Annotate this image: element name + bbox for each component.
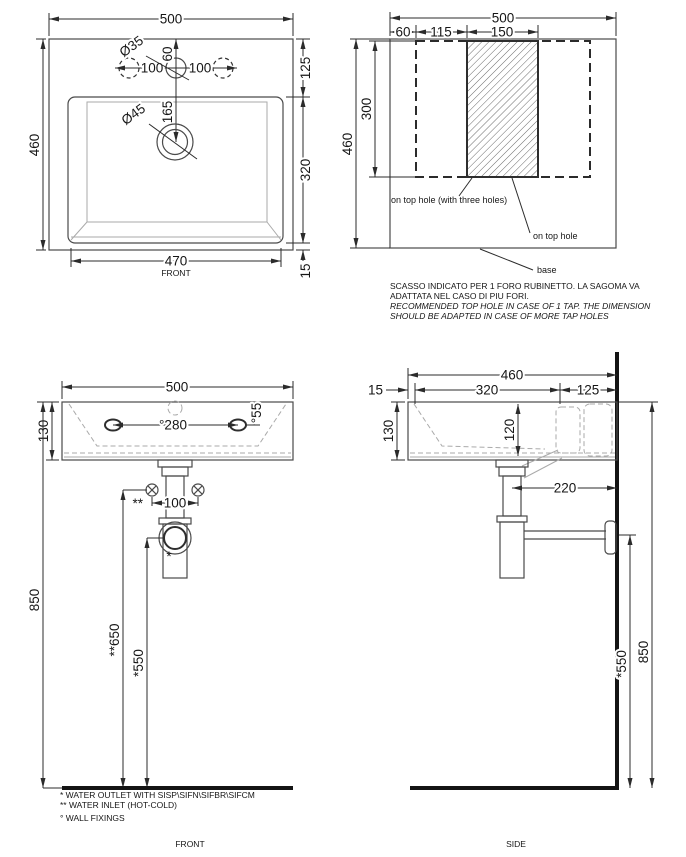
tap-deck-profile xyxy=(584,404,612,456)
dim-side-220: 220 xyxy=(553,480,577,496)
tap-hole-note xyxy=(390,281,651,321)
one-hole-cutout xyxy=(467,41,538,177)
dim-side-125: 125 xyxy=(576,382,600,398)
dim-base-460: 460 xyxy=(340,132,355,156)
dim-plan-125: 125 xyxy=(298,56,313,80)
dim-tap-dia: Ø35 xyxy=(116,32,147,60)
plan-view xyxy=(27,12,313,279)
wall-fixings xyxy=(105,402,264,433)
dim-side-130: 130 xyxy=(381,419,396,443)
dim-hole-spacing-left: 100 xyxy=(140,60,164,76)
base-callouts xyxy=(391,178,578,275)
dim-base-overall-depth xyxy=(340,39,390,248)
dim-side-850: 850 xyxy=(636,640,651,664)
dim-front-650: **650 xyxy=(107,623,122,657)
inlet-mark: ** xyxy=(132,496,143,511)
dim-side-rim-height xyxy=(381,402,405,460)
dim-side-120: 120 xyxy=(502,418,517,442)
plan-vertical-centerline-dims xyxy=(160,39,176,142)
dim-base-150: 150 xyxy=(490,24,514,40)
plan-view-label: FRONT xyxy=(161,268,191,278)
dim-side-320: 320 xyxy=(475,382,499,398)
dim-drain-dia: Ø45 xyxy=(118,100,149,128)
legend-water-outlet: * WATER OUTLET WITH SISP\SIFN\SIFBR\SIFCM xyxy=(60,790,255,800)
dim-plan-overall-width xyxy=(49,12,293,37)
dim-side-15: 15 xyxy=(367,382,383,398)
dim-tap-from-edge: 60 xyxy=(160,46,175,62)
dim-front-850: 850 xyxy=(27,588,42,612)
dim-fixing-offset: °55 xyxy=(249,402,264,424)
overflow-channel xyxy=(556,407,580,453)
drain-assembly-front xyxy=(132,460,204,578)
drain-assembly-side xyxy=(496,460,616,578)
water-inlet-left xyxy=(146,484,158,496)
dim-outlet-height-front xyxy=(131,538,163,788)
siphon-outlet xyxy=(164,527,186,549)
dim-inlet-spacing: 100 xyxy=(163,495,187,511)
wall-outlet-fitting xyxy=(605,521,616,554)
front-view-label: FRONT xyxy=(175,839,205,849)
dim-drain-from-tap: 165 xyxy=(160,100,175,124)
dim-plan-right-stack xyxy=(286,39,313,279)
dim-front-mount-height xyxy=(27,402,43,788)
dim-side-mount-height xyxy=(619,402,658,788)
dim-side-top-segments xyxy=(368,383,617,405)
base-view xyxy=(340,11,651,322)
label-one-hole: on top hole xyxy=(533,231,578,241)
dim-outlet-to-wall xyxy=(512,481,617,496)
siphon-bottle-side xyxy=(500,522,524,578)
dim-base-top-segments xyxy=(390,25,538,40)
dim-plan-15: 15 xyxy=(298,263,313,279)
legend-wall-fixings: ° WALL FIXINGS xyxy=(60,813,125,823)
plan-body-outline xyxy=(49,39,293,250)
note-line-3: RECOMMENDED TOP HOLE IN CASE OF 1 TAP. THE DIMENSION xyxy=(390,301,651,311)
dim-front-550: *550 xyxy=(131,649,146,677)
note-line-4: SHOULD BE ADAPTED IN CASE OF MORE TAP HOLES xyxy=(390,311,609,321)
legend xyxy=(60,790,255,823)
side-elevation xyxy=(368,352,658,849)
water-inlet-right xyxy=(192,484,204,496)
dim-side-460: 460 xyxy=(500,367,524,383)
legend-water-inlet: ** WATER INLET (HOT-COLD) xyxy=(60,800,177,810)
dim-plan-460: 460 xyxy=(27,133,42,157)
dim-front-130: 130 xyxy=(36,419,51,443)
dim-plan-overall-depth xyxy=(27,39,46,250)
front-elevation xyxy=(27,380,293,850)
dim-hole-spacing-right: 100 xyxy=(188,60,212,76)
front-tap-hole xyxy=(168,401,182,415)
dim-plan-basin-width xyxy=(71,248,281,269)
dim-fixing-spacing: °280 xyxy=(159,417,187,433)
label-base: base xyxy=(537,265,557,275)
dim-base-cutout-depth xyxy=(359,41,416,177)
dim-base-60: 60 xyxy=(395,24,411,40)
dim-base-115: 115 xyxy=(430,24,452,40)
outlet-mark: * xyxy=(166,549,172,564)
side-view-label: SIDE xyxy=(506,839,526,849)
dim-front-overall-width xyxy=(62,380,293,400)
dim-plan-320: 320 xyxy=(298,158,313,182)
dim-plan-470: 470 xyxy=(164,253,188,269)
drain-hole xyxy=(119,101,197,160)
dim-plan-500: 500 xyxy=(159,11,183,27)
dim-base-500: 500 xyxy=(491,10,515,26)
note-line-2: ADATTATA NEL CASO DI PIU FORI. xyxy=(390,291,529,301)
dim-inlet-height xyxy=(107,490,147,788)
dim-base-300: 300 xyxy=(359,97,374,121)
label-three-holes: on top hole (with three holes) xyxy=(391,195,508,205)
dim-front-500: 500 xyxy=(165,379,189,395)
note-line-1: SCASSO INDICATO PER 1 FORO RUBINETTO. LA SAGOMA VA xyxy=(390,281,640,291)
drain-tube-side xyxy=(503,476,521,516)
dim-front-rim-height xyxy=(36,402,59,460)
dim-side-550: *550 xyxy=(614,650,629,678)
